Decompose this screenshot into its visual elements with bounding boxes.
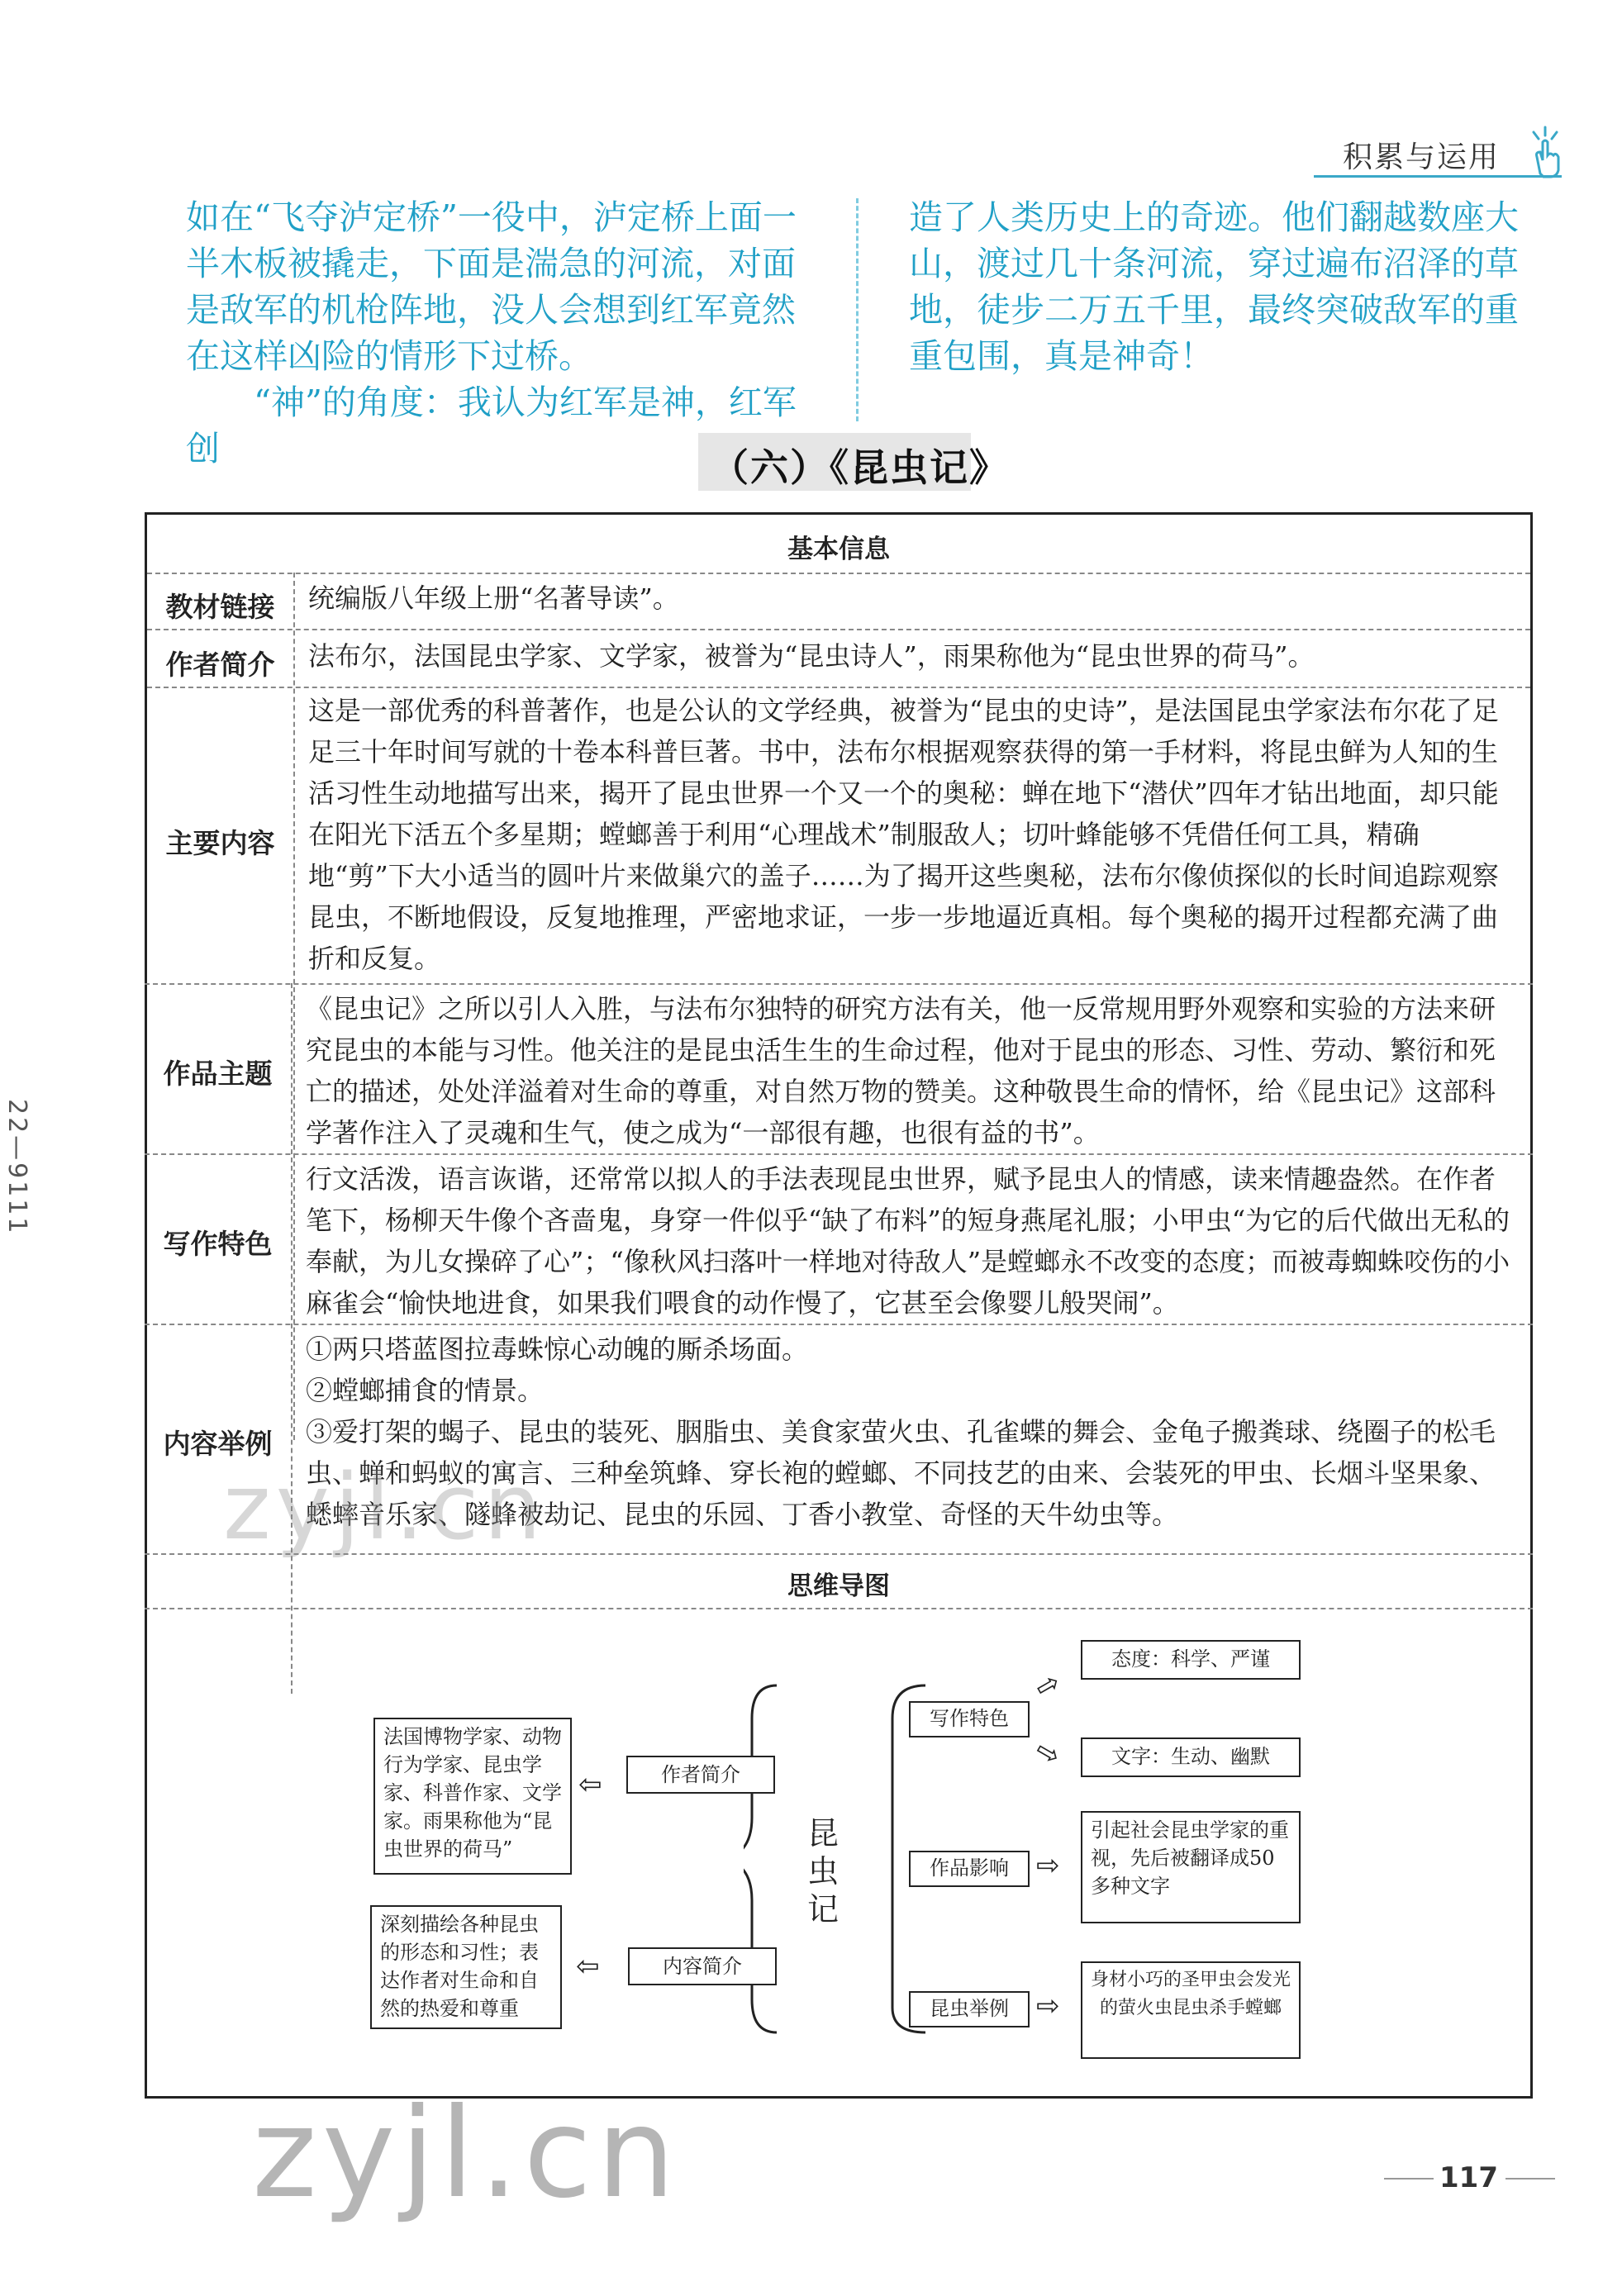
left-arrow-icon: ⇦ <box>578 1768 602 1801</box>
list-item: ②螳螂捕食的情景。 <box>306 1375 545 1406</box>
list-item: ①两只塔蓝图拉毒蛛惊心动魄的厮杀场面。 <box>306 1333 809 1365</box>
content-label-box: 内容简介 <box>628 1947 777 1985</box>
row-label: 内容举例 <box>163 1428 273 1460</box>
mindmap-center: 昆虫记 <box>806 1815 839 1928</box>
watermark: zyjl.cn <box>223 1454 547 1560</box>
page-number-line <box>1505 2178 1555 2180</box>
divider <box>147 573 1530 574</box>
top-right-column <box>909 194 1537 379</box>
section-header-title: 积累与运用 <box>1343 140 1501 174</box>
divider <box>145 1324 1533 1325</box>
arrow-down-right-icon: ⇨ <box>1029 1733 1067 1774</box>
row-label: 教材链接 <box>165 591 275 623</box>
mindmap-header: 思维导图 <box>787 1571 890 1601</box>
list-item: ③爱打架的蝎子、昆虫的装死、胭脂虫、美食家萤火虫、孔雀蝶的舞会、金龟子搬粪球、绕圈子的松毛虫、蝉和蚂蚁的寓言、三种垒筑蜂、穿长袍的螳螂、不同技艺的由来、会装死的甲虫、长烟斗坚果象、蟋蟀音乐家、隧蜂被劫记、昆虫的乐园、丁香小教堂、奇怪的天牛幼虫等。 <box>306 1416 1496 1530</box>
influence-detail-box: 引起社会昆虫学家的重视，先后被翻译成50多种文字 <box>1081 1811 1301 1923</box>
content-detail-box: 深刻描绘各种昆虫的形态和习性；表达作者对生命和自然的热爱和尊重 <box>370 1905 562 2029</box>
row-text: 行文活泼，语言诙谐，还常常以拟人的手法表现昆虫世界，赋予昆虫人的情感，读来情趣盎然。在作者笔下，杨柳天牛像个吝啬鬼，身穿一件似乎“缺了布料”的短身燕尾礼服；小甲虫“为它的后代做出无私的奉献，为儿女操碎了心”；“像秋风扫落叶一样地对待敌人”是螳螂永不改变的态度；而被毒蜘蛛咬伤的小麻雀会“愉快地进食，如果我们喂食的动作慢了，它甚至会像婴儿般哭闹”。 <box>306 1163 1510 1319</box>
example-detail-box: 身材小巧的圣甲虫会发光的萤火虫昆虫杀手螳螂 <box>1081 1961 1301 2059</box>
row-text: 统编版八年级上册“名著导读”。 <box>308 582 679 614</box>
divider <box>145 1153 1533 1155</box>
author-detail-box: 法国博物学家、动物行为学家、昆虫学家、科普作家、文学家。雨果称他为“昆虫世界的荷马” <box>373 1718 572 1875</box>
row-label: 主要内容 <box>165 827 275 859</box>
section-title: （六）《昆虫记》 <box>711 445 1009 490</box>
page-number-line <box>1384 2178 1434 2180</box>
left-arrow-icon: ⇦ <box>576 1950 600 1983</box>
row-label: 写作特色 <box>163 1228 273 1260</box>
watermark: zyjl.cn <box>252 2082 681 2226</box>
author-label-box: 作者简介 <box>626 1756 775 1794</box>
column-divider <box>856 198 859 421</box>
style-label-box: 写作特色 <box>909 1701 1030 1737</box>
style-text-box: 文字：生动、幽默 <box>1081 1737 1301 1777</box>
divider <box>145 983 1533 985</box>
divider <box>145 1608 1533 1609</box>
divider <box>147 687 1530 688</box>
page-number: 117 <box>1439 2161 1498 2194</box>
style-attitude-box: 态度：科学、严谨 <box>1081 1640 1301 1680</box>
paragraph: 造了人类历史上的奇迹。他们翻越数座大山，渡过几十条河流，穿过遍布沼泽的草地，徒步二万五千里，最终突破敌军的重重包围，真是神奇！ <box>909 197 1519 376</box>
divider <box>147 629 1530 630</box>
basic-info-header: 基本信息 <box>787 535 890 564</box>
side-code: 22—9111 <box>2 1099 31 1236</box>
row-label: 作品主题 <box>163 1058 273 1090</box>
top-left-column <box>186 194 814 472</box>
row-text: 《昆虫记》之所以引人入胜，与法布尔独特的研究方法有关，他一反常规用野外观察和实验的方法来研究昆虫的本能与习性。他关注的是昆虫活生生的生命过程，他对于昆虫的形态、习性、劳动、繁衍和死亡的描述，处处洋溢着对生命的尊重，对自然万物的赞美。这种敬畏生命的情怀，给《昆虫记》这部科学著作注入了灵魂和生气，使之成为“一部很有趣，也很有益的书”。 <box>306 993 1496 1148</box>
influence-label-box: 作品影响 <box>909 1851 1030 1887</box>
right-arrow-icon: ⇨ <box>1036 1849 1060 1882</box>
right-arrow-icon: ⇨ <box>1036 1989 1060 2023</box>
example-label-box: 昆虫举例 <box>909 1991 1030 2027</box>
row-text: 这是一部优秀的科普著作，也是公认的文学经典，被誉为“昆虫的史诗”，是法国昆虫学家法布尔花了足足三十年时间写就的十卷本科普巨著。书中，法布尔根据观察获得的第一手材料，将昆虫鲜为人知的生活习性生动地描写出来，揭开了昆虫世界一个又一个的奥秘：蝉在地下“潜伏”四年才钻出地面，却只能在阳光下活五个多星期；螳螂善于利用“心理战术”制服敌人；切叶蜂能够不凭借任何工具，精确地“剪”下大小适当的圆叶片来做巢穴的盖子……为了揭开这些奥秘，法布尔像侦探似的长时间追踪观察昆虫，不断地假设，反复地推理，严密地求证，一步一步地逼近真相。每个奥秘的揭开过程都充满了曲折和反复。 <box>308 695 1499 974</box>
arrow-up-right-icon: ⇨ <box>1029 1665 1067 1706</box>
paragraph: 如在“飞夺泸定桥”一役中，泸定桥上面一半木板被撬走，下面是湍急的河流，对面是敌军的机枪阵地，没人会想到红军竟然在这样凶险的情形下过桥。 <box>186 197 797 376</box>
row-label: 作者简介 <box>165 649 275 681</box>
row-text: 法布尔，法国昆虫学家、文学家，被誉为“昆虫诗人”，雨果称他为“昆虫世界的荷马”。 <box>308 640 1315 672</box>
header-underline <box>1314 175 1562 178</box>
hand-pointer-icon <box>1520 124 1567 182</box>
paragraph: “神”的角度：我认为红军是神，红军创 <box>186 383 797 468</box>
label-column-divider <box>293 573 295 1440</box>
